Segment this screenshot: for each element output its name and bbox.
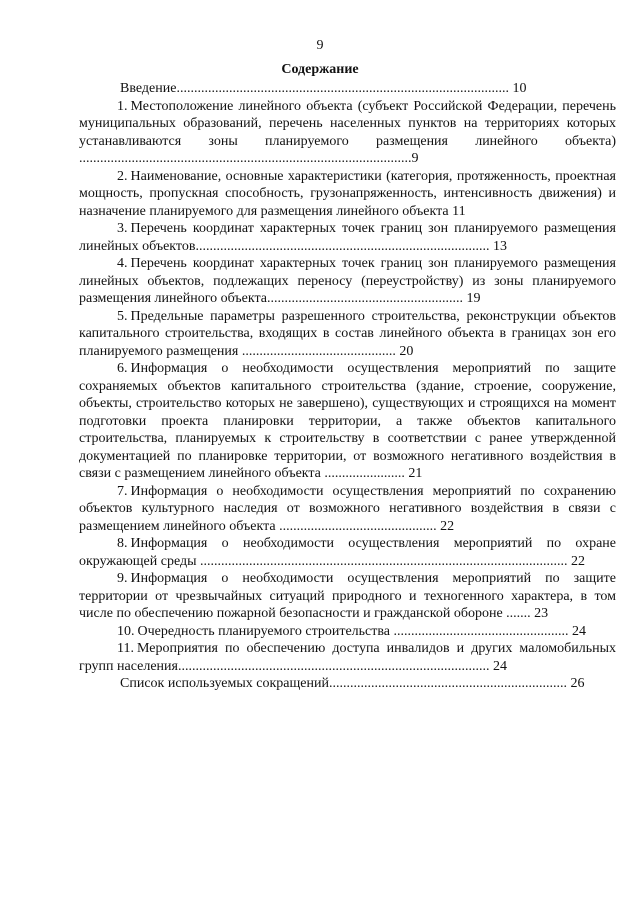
- toc-title: Содержание: [281, 62, 359, 77]
- toc-entry-title: Перечень координат характерных точек границ зон планируемого размещения линейных объектов, подлежащих переносу (переустройству) из зоны планируемого размещения линейного объекта: [79, 256, 616, 306]
- toc-leader-dots: .......................: [320, 466, 405, 481]
- toc-leader-dots: .........................................................................................................: [196, 553, 568, 569]
- toc-entry-number: 10.: [117, 623, 135, 639]
- toc-entry-number: 9.: [117, 571, 128, 586]
- toc-entry[interactable]: [79, 623, 616, 641]
- toc-entry-title: Список используемых сокращений: [120, 676, 329, 691]
- toc-entry[interactable]: [79, 255, 616, 308]
- toc-entry-page: 26: [570, 676, 585, 691]
- toc-entry[interactable]: [79, 640, 616, 675]
- toc-entry-number: 4.: [117, 256, 128, 271]
- toc-leader-dots: .............................................: [275, 518, 437, 534]
- toc-entry-title: Наименование, основные характеристики (категория, протяженность, проектная мощность, пропускная способность, грузонапряженность, интенсивность движения) и назначение планируемого для размещения линейного объекта: [79, 168, 616, 219]
- toc-leader-dots: ..................................................: [390, 623, 569, 639]
- toc-entry-page: 13: [492, 238, 507, 254]
- toc-entry[interactable]: [79, 168, 616, 221]
- toc-entry-title: Введение: [120, 81, 177, 96]
- toc-entry-title: Информация о необходимости осуществления мероприятий по защите сохраняемых объектов капитального строительства (здание, строение, сооружение, объекты, строительство которых не завершено), существующих и строящихся на момент подготовки проекта планировки территории, а также объектов капитального строительства, планируемых к строительству в соответствии с ранее утвержденной документацией по планировке территории, от возможного негативного воздействия в связи с размещением линейного объекта: [79, 361, 616, 481]
- toc-entry-title: Мероприятия по обеспечению доступа инвалидов и других маломобильных групп населения: [79, 641, 616, 674]
- toc-entry-title: Очередность планируемого строительства: [137, 623, 391, 639]
- toc-entry-title: Информация о необходимости осуществления мероприятий по защите территории от чрезвычайных ситуаций природного и техногенного характера, в том числе по обеспечению пожарной безопасности и гражданской обороне: [79, 571, 616, 621]
- toc-entry[interactable]: [79, 483, 616, 536]
- toc-entry-page: 11: [452, 203, 466, 219]
- toc-entry-title: Информация о необходимости осуществления мероприятий по сохранению объектов культурного наследия от возможного негативного воздействия в связи с размещением линейного объекта: [79, 483, 616, 534]
- table-of-contents: [79, 80, 616, 693]
- toc-entry-title: Перечень координат характерных точек границ зон планируемого размещения линейных объектов: [79, 221, 616, 254]
- toc-leader-dots: .......: [502, 606, 531, 621]
- toc-leader-dots: ............................................: [241, 343, 396, 359]
- toc-entry[interactable]: [79, 308, 616, 361]
- toc-leader-dots: ........................................................: [266, 291, 463, 306]
- toc-entry-number: 2.: [117, 168, 128, 184]
- toc-entry-page: 19: [466, 291, 481, 306]
- toc-entry-page: 22: [440, 518, 455, 534]
- toc-entry-number: 6.: [117, 361, 128, 376]
- toc-leader-dots: ...............................................................................................: [79, 151, 412, 166]
- toc-entry-page: 21: [408, 466, 423, 481]
- toc-entry-number: 1.: [117, 98, 128, 114]
- toc-entry-page: 24: [572, 623, 587, 639]
- toc-entry-number: 8.: [117, 536, 128, 551]
- toc-entry-title: Информация о необходимости осуществления мероприятий по охране окружающей среды: [79, 536, 616, 569]
- toc-leader-dots: ....................................................................: [328, 676, 567, 691]
- toc-entry[interactable]: [79, 675, 616, 693]
- toc-entry-page: 23: [534, 606, 549, 621]
- toc-entry[interactable]: [79, 535, 616, 570]
- toc-leader-dots: ...............................................................................................: [176, 81, 509, 96]
- toc-entry[interactable]: [79, 570, 616, 623]
- toc-entry-page: 22: [571, 553, 586, 569]
- toc-entry-title: Местоположение линейного объекта (субъект Российской Федерации, перечень муниципальных образований, перечень населенных пунктов на территориях которых устанавливаются зоны планируемого размещения линейного объекта): [79, 98, 616, 149]
- toc-entry[interactable]: [79, 220, 616, 255]
- toc-entry[interactable]: [79, 98, 616, 168]
- toc-entry-page: 10: [512, 81, 527, 96]
- toc-entry-number: 7.: [117, 483, 128, 499]
- toc-entry-number: 11.: [117, 641, 134, 656]
- toc-entry-page: 9: [411, 151, 419, 166]
- toc-entry-page: 20: [399, 343, 414, 359]
- toc-entry[interactable]: [79, 360, 616, 483]
- toc-entry[interactable]: [79, 80, 616, 98]
- toc-leader-dots: ....................................................................................: [195, 238, 490, 254]
- toc-entry-page: 24: [492, 658, 507, 674]
- toc-entry-number: 3.: [117, 221, 128, 236]
- toc-entry-title: Предельные параметры разрешенного строительства, реконструкции объектов капитального строительства, входящих в состав линейного объекта в границах зон его планируемого размещения: [79, 308, 616, 359]
- toc-leader-dots: .........................................................................................: [177, 658, 490, 674]
- toc-entry-number: 5.: [117, 308, 128, 324]
- page-number: 9: [316, 38, 324, 53]
